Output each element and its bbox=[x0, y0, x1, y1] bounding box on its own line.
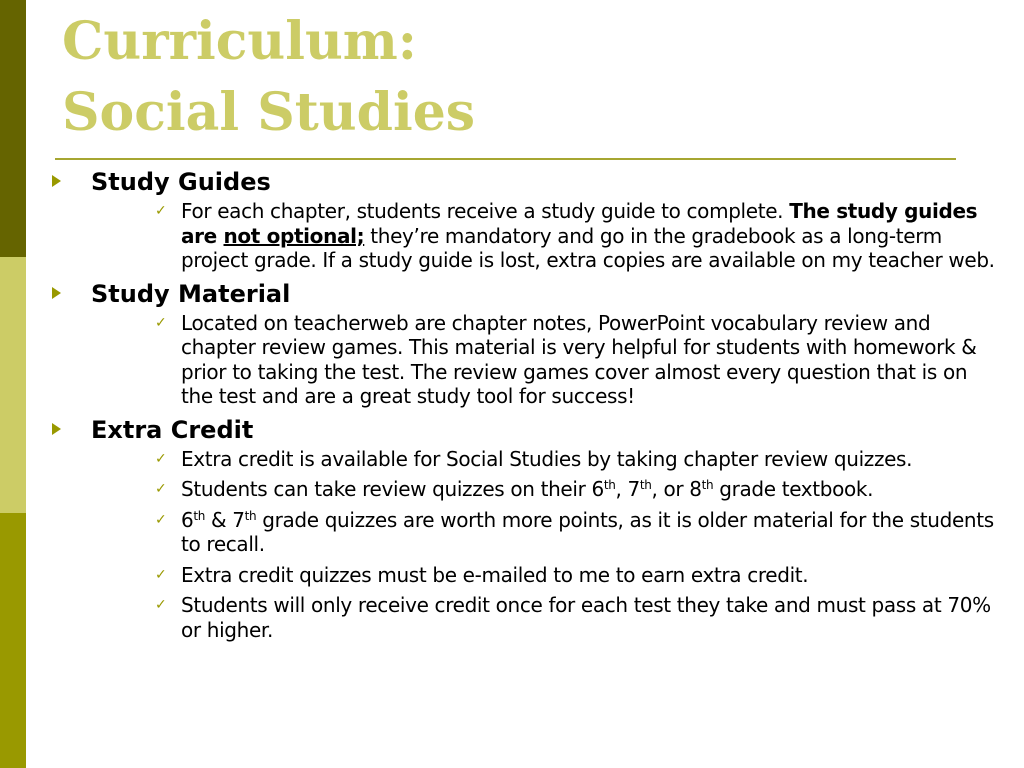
item-text: 6 bbox=[181, 507, 194, 532]
item-text: Extra credit is available for Social Studies by taking chapter review quizzes. bbox=[181, 446, 913, 471]
arrow-bullet-icon bbox=[52, 287, 61, 299]
superscript: th bbox=[603, 478, 616, 492]
item-text: Located on teacherweb are chapter notes, PowerPoint vocabulary review and chapter review games. This material is very helpful for students with homework & prior to taking the test. The review games cover almost every question that is on the test and are a great study tool for success! bbox=[181, 310, 977, 408]
title-line-2: Social Studies bbox=[62, 82, 476, 143]
extra-credit-list bbox=[155, 445, 1002, 643]
arrow-bullet-icon bbox=[52, 175, 61, 187]
checkmark-bullet-icon: ✓ bbox=[155, 450, 167, 467]
checkmark-bullet-icon: ✓ bbox=[155, 597, 167, 613]
section-heading: Study Material bbox=[91, 279, 291, 308]
title-line-1: Curriculum: bbox=[62, 11, 417, 72]
section-study-material bbox=[52, 279, 1002, 309]
arrow-bullet-icon bbox=[52, 423, 61, 435]
section-extra-credit bbox=[52, 415, 1002, 445]
title-divider bbox=[55, 158, 956, 160]
superscript: th bbox=[193, 508, 205, 523]
item-text: For each chapter, students receive a study guide to complete. bbox=[181, 199, 790, 223]
accent-bar-bottom bbox=[0, 513, 26, 768]
item-text: grade textbook. bbox=[713, 477, 874, 501]
item-text: Students will only receive credit once for each test they take and must pass at 70% or higher. bbox=[181, 593, 991, 642]
slide-body bbox=[52, 164, 1002, 648]
section-heading: Study Guides bbox=[91, 168, 271, 196]
section-study-guides bbox=[52, 167, 1002, 197]
study-guides-list bbox=[155, 197, 1002, 273]
list-item bbox=[155, 477, 1002, 502]
item-text: , 7 bbox=[615, 477, 640, 501]
checkmark-bullet-icon: ✓ bbox=[155, 481, 167, 497]
list-item bbox=[155, 593, 1002, 642]
item-text: Extra credit quizzes must be e-mailed to me to earn extra credit. bbox=[181, 562, 809, 587]
item-text: grade quizzes are worth more points, as it is older material for the students to recall. bbox=[181, 507, 994, 556]
list-item bbox=[155, 311, 1002, 409]
list-item bbox=[155, 199, 1002, 273]
list-item bbox=[155, 447, 1002, 472]
checkmark-bullet-icon: ✓ bbox=[155, 566, 167, 583]
slide-title bbox=[62, 6, 475, 148]
superscript: th bbox=[244, 508, 257, 523]
checkmark-bullet-icon: ✓ bbox=[155, 203, 167, 219]
list-item bbox=[155, 508, 1002, 557]
item-text: Students can take review quizzes on their 6 bbox=[181, 477, 604, 501]
section-heading: Extra Credit bbox=[91, 415, 254, 444]
superscript: th bbox=[639, 478, 652, 492]
item-text: , or 8 bbox=[651, 477, 702, 501]
superscript: th bbox=[701, 478, 714, 492]
accent-bar-middle bbox=[0, 257, 26, 513]
item-bold-text: The study guides are bbox=[181, 199, 978, 248]
study-material-list bbox=[155, 309, 1002, 409]
checkmark-bullet-icon: ✓ bbox=[155, 314, 167, 331]
item-bold-underline-text: not optional; bbox=[223, 223, 365, 248]
item-text: they’re mandatory and go in the gradebook as a long-term project grade. If a study guide is lost, extra copies are available on my teacher web. bbox=[181, 223, 995, 272]
accent-bar-top bbox=[0, 0, 26, 257]
item-text: & 7 bbox=[205, 507, 245, 532]
list-item bbox=[155, 563, 1002, 588]
checkmark-bullet-icon: ✓ bbox=[155, 511, 167, 528]
